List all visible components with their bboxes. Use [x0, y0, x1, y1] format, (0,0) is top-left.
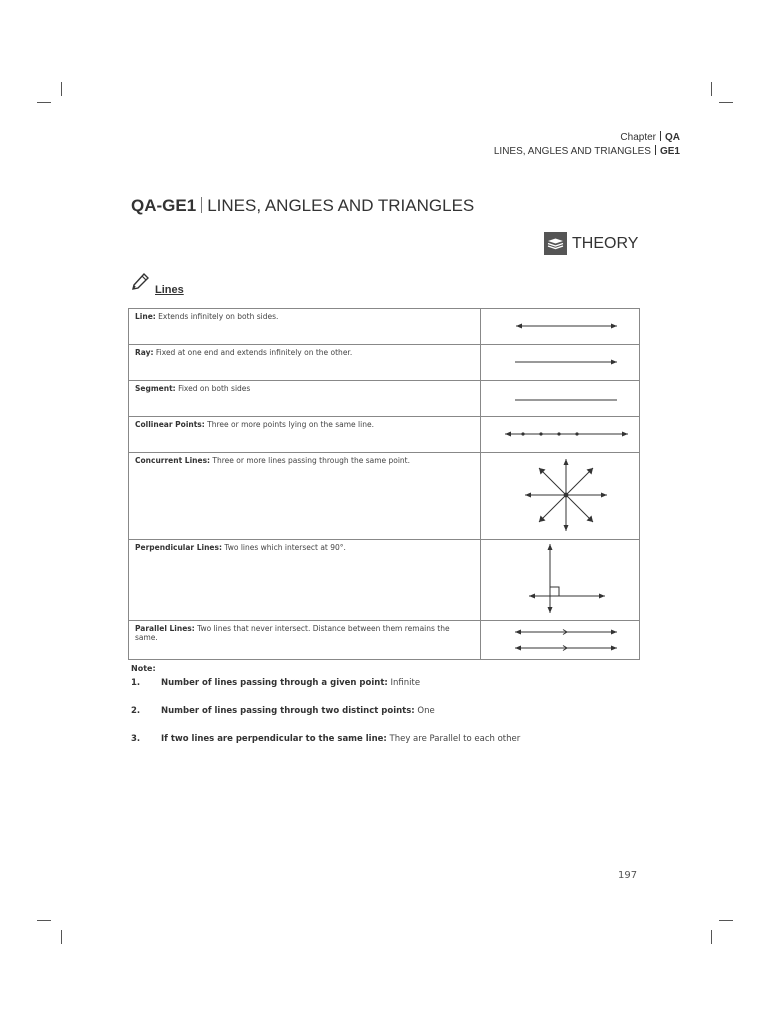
- pencil-icon: [131, 270, 151, 294]
- crop-mark-tl-v: [61, 82, 62, 96]
- theory-badge: [544, 232, 638, 255]
- definition-text: Two lines that never intersect. Distance between them remains the same.: [135, 624, 450, 642]
- page-title: [131, 196, 474, 216]
- note-answer: Infinite: [387, 678, 421, 688]
- note-number: 1.: [131, 678, 141, 688]
- definition-term: Concurrent Lines:: [135, 456, 211, 465]
- note-lead: Number of lines passing through a given point:: [161, 678, 388, 688]
- table-row: [129, 345, 640, 381]
- definition-term: Perpendicular Lines:: [135, 543, 222, 552]
- definition-cell: [129, 309, 481, 345]
- table-row: [129, 540, 640, 621]
- table-row: [129, 453, 640, 540]
- definition-text: Extends infinitely on both sides.: [155, 312, 279, 321]
- collinear-points-figure: [481, 417, 639, 450]
- table-row: [129, 417, 640, 453]
- crop-mark-bl-h: [37, 920, 51, 921]
- note-lead: If two lines are perpendicular to the same line:: [161, 734, 387, 744]
- figure-cell: [481, 540, 640, 621]
- parallel-lines-figure: [481, 621, 639, 657]
- definition-text: Fixed on both sides: [175, 384, 251, 393]
- chapter-code: QA: [665, 132, 680, 143]
- figure-cell: [481, 453, 640, 540]
- double-arrow-line-figure: [481, 309, 639, 342]
- section-line: [494, 145, 680, 159]
- definition-cell: [129, 540, 481, 621]
- figure-cell: [481, 621, 640, 660]
- figure-cell: [481, 417, 640, 453]
- definition-text: Three or more points lying on the same line.: [204, 420, 374, 429]
- title-text: LINES, ANGLES AND TRIANGLES: [207, 196, 475, 215]
- note-item: [131, 706, 435, 716]
- section-code: GE1: [659, 146, 680, 157]
- definition-cell: [129, 417, 481, 453]
- definition-cell: [129, 381, 481, 417]
- table-row: [129, 309, 640, 345]
- title-code: QA-GE1: [131, 196, 197, 215]
- crop-mark-tl-h: [37, 102, 51, 103]
- crop-mark-br-v: [711, 930, 712, 944]
- perpendicular-lines-figure: [481, 540, 639, 618]
- crop-mark-tr-h: [719, 102, 733, 103]
- definition-term: Parallel Lines:: [135, 624, 195, 633]
- definition-term: Line:: [135, 312, 156, 321]
- running-header: [494, 131, 680, 159]
- note-item: [131, 734, 520, 744]
- chapter-label: Chapter: [620, 132, 656, 143]
- concurrent-lines-figure: [481, 453, 639, 537]
- figure-cell: [481, 345, 640, 381]
- page-number: 197: [618, 870, 638, 881]
- definition-text: Three or more lines passing through the same point.: [210, 456, 411, 465]
- ray-figure: [481, 345, 639, 378]
- note-answer: They are Parallel to each other: [386, 734, 521, 744]
- figure-cell: [481, 309, 640, 345]
- note-number: 2.: [131, 706, 141, 716]
- definition-term: Collinear Points:: [135, 420, 205, 429]
- table-row: [129, 621, 640, 660]
- definition-term: Segment:: [135, 384, 176, 393]
- note-number: 3.: [131, 734, 141, 744]
- definition-cell: [129, 621, 481, 660]
- note-lead: Number of lines passing through two distinct points:: [161, 706, 415, 716]
- segment-figure: [481, 381, 639, 414]
- crop-mark-br-h: [719, 920, 733, 921]
- note-answer: One: [414, 706, 435, 716]
- table-row: [129, 381, 640, 417]
- theory-label: THEORY: [572, 234, 639, 252]
- note-label: Note:: [131, 664, 156, 673]
- definition-text: Fixed at one end and extends infinitely on the other.: [153, 348, 353, 357]
- definition-cell: [129, 453, 481, 540]
- section-title: LINES, ANGLES AND TRIANGLES: [493, 146, 651, 157]
- definition-text: Two lines which intersect at 90°.: [221, 543, 346, 552]
- chapter-line: [494, 131, 680, 145]
- book-icon: [544, 232, 567, 255]
- lines-heading: [131, 270, 184, 294]
- crop-mark-bl-v: [61, 930, 62, 944]
- figure-cell: [481, 381, 640, 417]
- note-item: [131, 678, 420, 688]
- definition-cell: [129, 345, 481, 381]
- lines-definitions-table: [128, 308, 640, 660]
- definition-term: Ray:: [135, 348, 154, 357]
- lines-heading-label: Lines: [155, 284, 184, 296]
- crop-mark-tr-v: [711, 82, 712, 96]
